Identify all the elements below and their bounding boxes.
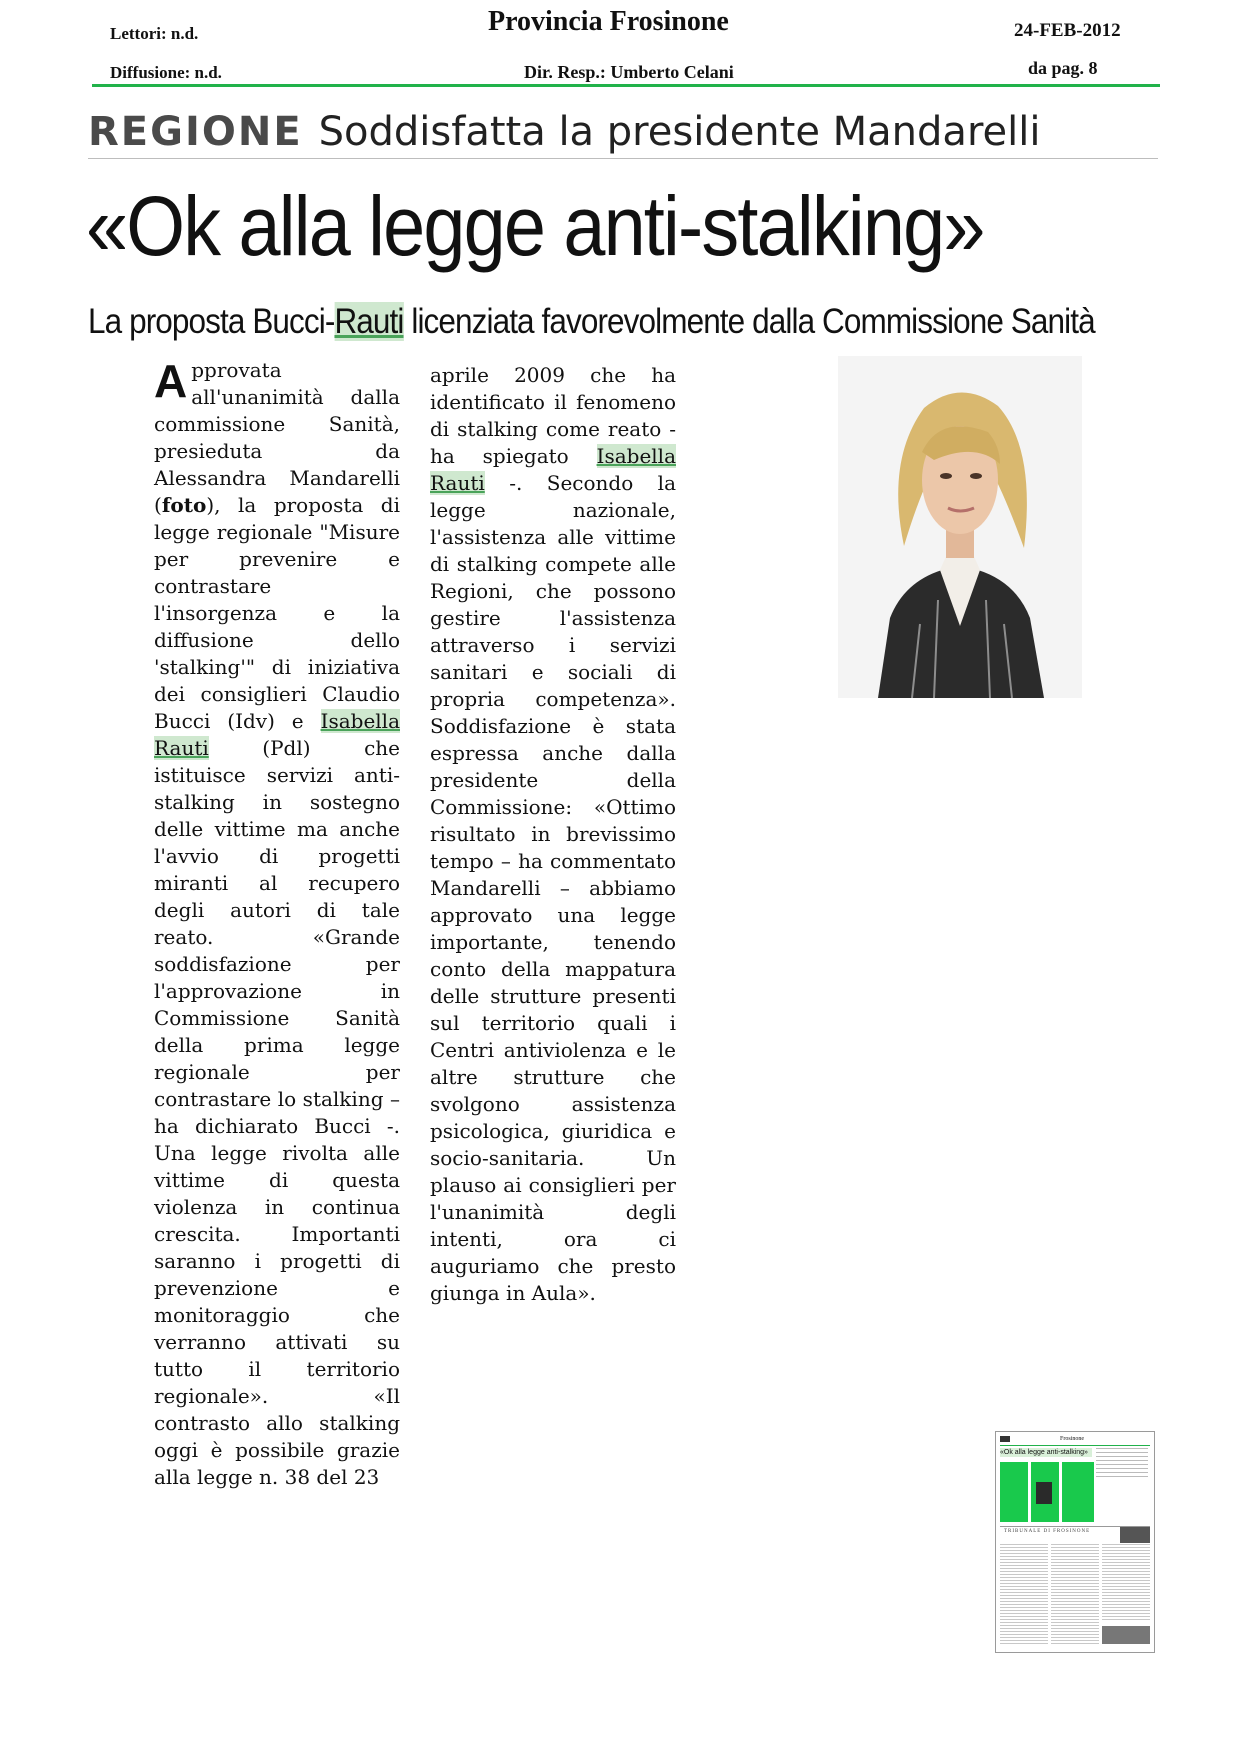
article-column-1 <box>154 357 400 1491</box>
circulation-label: Diffusione: n.d. <box>110 63 222 82</box>
thumbnail-section: TRIBUNALE DI FROSINONE <box>1004 1529 1091 1534</box>
readers-label: Lettori: n.d. <box>110 24 199 43</box>
col2-highlight: Isabella Rauti <box>430 444 676 495</box>
newspaper-title: Provincia Frosinone <box>488 6 729 37</box>
thumbnail-logo <box>1000 1436 1010 1442</box>
portrait-photo <box>838 356 1082 698</box>
col1-part-3: (Pdl) che istituisce servizi anti-stalking in sostegno delle vittime ma anche l'avvio di progetti miranti al recupero degli autori di tale reato. «Grande soddisfazione per l'approvazione in Commissione Sanità della prima legge regionale per contrastare lo stalking – ha dichiarato Bucci -. Una legge rivolta alle vittime di questa violenza in continua crescita. Importanti saranno i progetti di prevenzione e monitoraggio che verranno attivati su tutto il territorio regionale». «Il contrasto allo stalking oggi è possibile grazie alla legge n. 38 del 23 <box>154 736 400 1489</box>
kicker-divider <box>88 158 1158 159</box>
portrait-image <box>838 356 1082 698</box>
header-divider <box>92 84 1160 87</box>
thumbnail-rule <box>1000 1445 1150 1446</box>
article-kicker <box>88 103 1158 161</box>
thumbnail-ad <box>1102 1626 1150 1644</box>
kicker-text: Soddisfatta la presidente Mandarelli <box>318 109 1041 155</box>
thumbnail-title: Frosinone <box>1060 1436 1084 1442</box>
thumbnail-photo <box>1036 1482 1052 1504</box>
col1-bold-ref: foto <box>161 493 207 517</box>
column-1-text <box>154 357 400 1491</box>
col2-part-1: aprile 2009 che ha identificato il fenomeno di stalking come reato - ha spiegato <box>430 363 676 468</box>
thumbnail-sidebar-text <box>1096 1448 1148 1478</box>
section-label: REGIONE <box>88 109 303 155</box>
editor-label: Dir. Resp.: Umberto Celani <box>524 62 734 82</box>
thumbnail-text-column <box>1051 1544 1099 1644</box>
thumbnail-text-column <box>1102 1544 1150 1622</box>
thumbnail-article-block <box>1000 1462 1094 1522</box>
thumbnail-image <box>1120 1527 1150 1543</box>
subhead-highlight: Rauti <box>334 302 404 341</box>
col1-part-1: pprovata all'unanimità dalla commissione Sanità, presieduta da Alessandra Mandarelli ( <box>154 358 400 517</box>
subhead-text: La proposta Bucci- <box>88 302 335 341</box>
publication-date: 24-FEB-2012 <box>1014 20 1121 41</box>
column-2-text <box>430 362 676 1307</box>
thumbnail-green-column <box>1062 1462 1094 1522</box>
col1-highlight: Isabella Rauti <box>154 709 400 760</box>
thumbnail-headline: «Ok alla legge anti-stalking» <box>1000 1448 1092 1457</box>
article-column-2 <box>430 362 676 1307</box>
col2-part-2: -. Secondo la legge nazionale, l'assistenza alle vittime di stalking compete alle Regioni, che possono gestire l'assistenza attraverso i servizi sanitari e sociali di propria competenza». Soddisfazione è stata espressa anche dalla presidente della Commissione: «Ottimo risultato in brevissimo tempo – ha commentato Mandarelli – abbiamo approvato una legge importante, tenendo conto della mappatura delle strutture presenti sul territorio quali i Centri antiviolenza e le altre strutture che svolgono assistenza psicologica, giuridica e socio-sanitaria. Un plauso ai consiglieri per l'unanimità degli intenti, ora ci auguriamo che presto giunga in Aula». <box>430 471 676 1305</box>
subhead-text-end: licenziata favorevolmente dalla Commissione Sanità <box>403 302 1095 341</box>
drop-cap: A <box>154 355 188 407</box>
page-number: da pag. 8 <box>1028 58 1098 78</box>
thumbnail-green-column <box>1000 1462 1028 1522</box>
thumbnail-text-column <box>1000 1544 1048 1644</box>
page-thumbnail <box>995 1431 1155 1653</box>
article-headline: «Ok alla legge anti-stalking» <box>86 179 984 273</box>
article-subheadline <box>88 300 1095 344</box>
col1-part-2: ), la proposta di legge regionale "Misure per prevenire e contrastare l'insorgenza e la diffusione dello 'stalking'" di iniziativa dei consiglieri Claudio Bucci (Idv) e <box>154 493 400 733</box>
